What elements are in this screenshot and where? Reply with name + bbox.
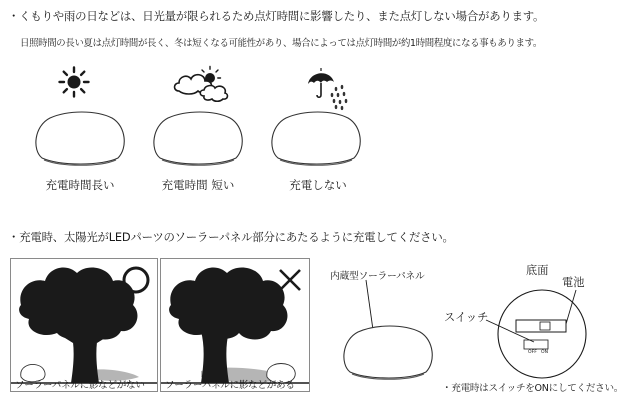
label-cloudy-charge: 充電時間 短い <box>161 178 235 192</box>
battery-label: 電池 <box>562 276 585 289</box>
umbrella-rain-icon <box>302 66 352 110</box>
cloud-sun-icon <box>172 66 232 102</box>
stone-light-cloudy <box>150 106 246 170</box>
stone-light-sunny <box>32 106 128 170</box>
weather-note: ・くもりや雨の日などは、日光量が限られるため点灯時間に影響したり、また点灯しない場合があります。 <box>8 9 545 23</box>
circle-ok-icon <box>121 265 151 295</box>
daylight-note: 日照時間の長い夏は点灯時間が長く、冬は短くなる可能性があり、場合によっては点灯時間が約1時間程度になる事もあります。 <box>20 38 543 49</box>
label-sunny-charge: 充電時間長い <box>45 178 115 192</box>
label-rainy-charge: 充電しない <box>289 178 347 192</box>
switch-off-label: OFF <box>528 350 537 355</box>
built-in-panel-label: 内蔵型ソーラーパネル <box>330 271 425 282</box>
charging-note: ・充電時、太陽光がLEDパーツのソーラーパネル部分にあたるように充電してください。 <box>8 230 454 244</box>
panel-no-shadow <box>10 258 158 392</box>
caption-no-shadow: ソーラーパネルに影などがない <box>15 380 145 391</box>
switch-on-label: ON <box>541 350 549 355</box>
switch-label: スイッチ <box>444 311 489 324</box>
bottom-label: 底面 <box>526 264 549 277</box>
cross-ng-icon <box>277 267 303 293</box>
stone-light-rainy <box>268 106 364 170</box>
caption-shadow: ソーラーパネルに影などがある <box>165 380 295 391</box>
stone-light-large <box>340 322 436 384</box>
panel-shadow <box>160 258 310 392</box>
sun-icon <box>58 66 90 98</box>
switch-footnote: ・充電時はスイッチをONにしてください。 <box>442 383 624 394</box>
leader-line-switch <box>484 318 544 348</box>
